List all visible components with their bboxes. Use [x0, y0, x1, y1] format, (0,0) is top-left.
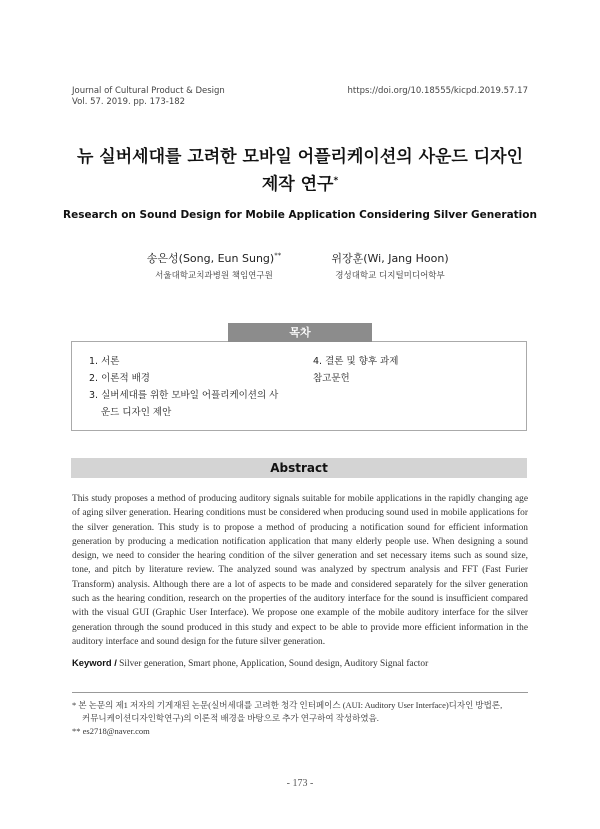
title-footnote-mark: * [333, 176, 339, 186]
korean-title-line1: 뉴 실버세대를 고려한 모바일 어플리케이션의 사운드 디자인 [76, 147, 524, 167]
footnotes [72, 699, 528, 738]
toc-right-column [313, 353, 513, 387]
toc-heading: 목차 [228, 323, 372, 342]
footnote-1 [72, 699, 528, 712]
keyword-label: Keyword / [72, 657, 117, 668]
author-1-mark: ** [274, 251, 282, 260]
author-1-affiliation: 서울대학교치과병원 책임연구원 [155, 271, 273, 281]
keyword-text: Silver generation, Smart phone, Application, Sound design, Auditory Signal factor [119, 659, 429, 669]
footnote-divider [72, 692, 528, 693]
author-1-name: 송은성(Song, Eun Sung) [146, 252, 275, 265]
toc-item-continuation[interactable]: 운드 디자인 제안 [101, 407, 172, 418]
doi-link[interactable]: https://doi.org/10.18555/kicpd.2019.57.17 [347, 86, 528, 96]
author-2-affiliation: 경성대학교 디지털미디어학부 [335, 271, 445, 281]
korean-title-line2-text: 제작 연구 [261, 174, 334, 195]
korean-title-line2 [40, 169, 560, 197]
author-2 [290, 250, 490, 266]
journal-name: Journal of Cultural Product & Design [72, 86, 225, 96]
toc-item[interactable]: 3. 실버세대를 위한 모바일 어플리케이션의 사 [89, 390, 279, 401]
footnote-1-line1: 본 논문의 제1 저자의 기게재된 논문(실버세대를 고려한 청각 인터페이스 (AUI: Auditory User Interface)디자인 방법론, [78, 700, 503, 710]
abstract-body: This study proposes a method of producing auditory signals suitable for mobile applications in the rapidly changing age of aging silver generation. Hearing conditions must be considered when producing sound used in mobile applications for the silver generation. This study is to propose a method of producing a notification sound for efficient information generation by producing a medication notification application that many elderly people use. When designing a sound design, we need to consider the hearing condition of the silver generation and set necessary items such as sound size, tone, and pitch by literature review. The analyzed sound was analyzed by spectrum analysis and FFT (Fast Furier Transform) analysis. Although there are a lot of aspects to be made and considered separately for the silver generation such as the hearing condition, research on the properties of the auditory interface for the sound is insufficient compared with the visual GUI (Graphic User Interface). We propose one example of the mobile auditory interface for the silver generation through the sound produced in this study and expect to be able to provide more efficient information in the auditory interface and sound design for the future silver generation. [72, 494, 528, 647]
abstract-heading: Abstract [71, 458, 527, 478]
journal-volume: Vol. 57. 2019. pp. 173-182 [72, 97, 186, 107]
keywords [72, 657, 528, 669]
author-email[interactable]: es2718@naver.com [82, 726, 150, 736]
korean-title [40, 145, 560, 197]
toc-item[interactable]: 4. 결론 및 향후 과제 [313, 356, 399, 367]
toc-left-column [89, 353, 299, 421]
page-number: - 173 - [286, 778, 314, 789]
footnote-1-mark: * [72, 700, 77, 710]
toc-item[interactable]: 2. 이론적 배경 [89, 373, 150, 384]
author-2-name: 위장훈(Wi, Jang Hoon) [331, 252, 449, 265]
english-title: Research on Sound Design for Mobile Application Considering Silver Generation [63, 209, 537, 221]
footnote-2 [72, 725, 528, 738]
author-1 [114, 250, 314, 266]
running-header-left [72, 86, 225, 108]
footnote-2-mark: ** [72, 726, 81, 736]
toc-item[interactable]: 1. 서론 [89, 356, 120, 367]
toc-item[interactable]: 참고문헌 [313, 373, 350, 384]
footnote-1-line2: 커뮤니케이션디자인학연구)의 이론적 배경을 바탕으로 추가 연구하여 작성하였음. [82, 713, 379, 723]
